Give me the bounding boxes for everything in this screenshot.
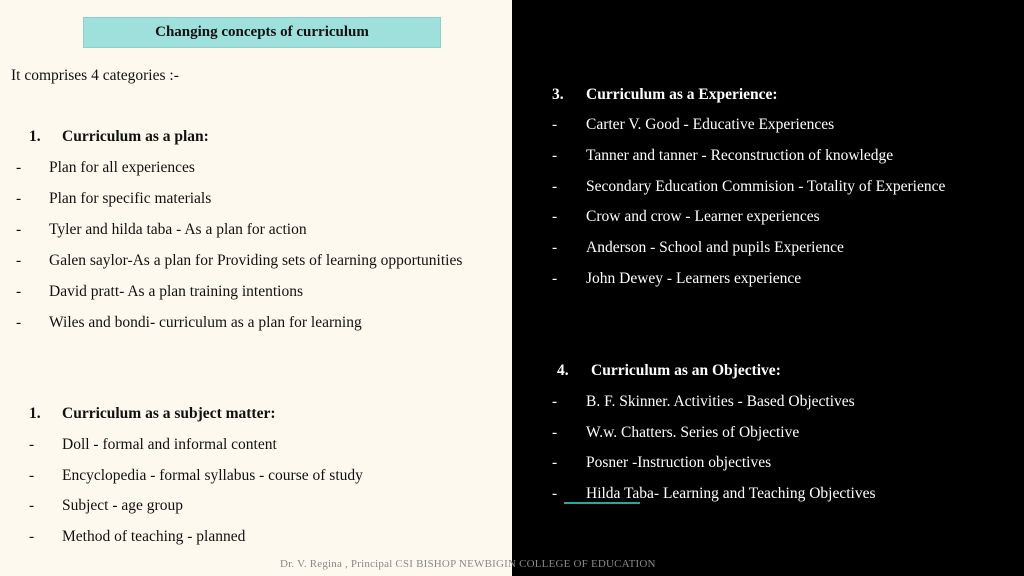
list-item-text: Anderson - School and pupils Experience: [586, 239, 844, 256]
list-item-text: Wiles and bondi- curriculum as a plan for learning: [49, 314, 362, 331]
list-item-text: W.w. Chatters. Series of Objective: [586, 424, 800, 441]
section-number: 4.: [557, 362, 569, 379]
bullet-dash: -: [552, 270, 558, 287]
bullet-dash: -: [552, 178, 558, 195]
section-number: 1.: [29, 128, 41, 145]
right-panel: [512, 0, 1024, 576]
footer-credit: Dr. V. Regina , Principal CSI BISHOP NEWBIGIN COLLEGE OF EDUCATION: [280, 558, 656, 570]
bullet-dash: -: [16, 221, 22, 238]
bullet-dash: -: [16, 283, 22, 300]
bullet-dash: -: [552, 239, 558, 256]
highlight-underline: [564, 502, 640, 504]
section-title: Curriculum as a subject matter:: [62, 405, 276, 422]
list-item-text: David pratt- As a plan training intentions: [49, 283, 303, 300]
list-item-text: Method of teaching - planned: [62, 528, 246, 545]
list-item-text: John Dewey - Learners experience: [586, 270, 802, 287]
list-item-text: Galen saylor-As a plan for Providing sets of learning opportunities: [49, 252, 463, 269]
bullet-dash: -: [29, 528, 35, 545]
list-item-text: Crow and crow - Learner experiences: [586, 208, 820, 225]
list-item-text: Hilda Taba- Learning and Teaching Objectives: [586, 485, 876, 502]
bullet-dash: -: [16, 314, 22, 331]
list-item-text: Secondary Education Commision - Totality of Experience: [586, 178, 946, 195]
list-item-text: Plan for all experiences: [49, 159, 195, 176]
list-item-text: Tyler and hilda taba - As a plan for action: [49, 221, 307, 238]
bullet-dash: -: [552, 393, 558, 410]
list-item-text: Encyclopedia - formal syllabus - course of study: [62, 467, 363, 484]
bullet-dash: -: [552, 485, 558, 502]
section-number: 3.: [552, 86, 564, 103]
section-title: Curriculum as a Experience:: [586, 86, 778, 103]
bullet-dash: -: [552, 424, 558, 441]
list-item-text: Tanner and tanner - Reconstruction of knowledge: [586, 147, 894, 164]
list-item-text: B. F. Skinner. Activities - Based Objectives: [586, 393, 855, 410]
list-item-text: Posner -Instruction objectives: [586, 454, 772, 471]
bullet-dash: -: [552, 147, 558, 164]
bullet-dash: -: [29, 497, 35, 514]
section-title: Curriculum as an Objective:: [591, 362, 781, 379]
bullet-dash: -: [16, 190, 22, 207]
intro-text: It comprises 4 categories :-: [11, 67, 179, 84]
bullet-dash: -: [552, 116, 558, 133]
bullet-dash: -: [16, 252, 22, 269]
bullet-dash: -: [552, 454, 558, 471]
list-item-text: Subject - age group: [62, 497, 183, 514]
section-number: 1.: [29, 405, 41, 422]
bullet-dash: -: [29, 436, 35, 453]
list-item-text: Doll - formal and informal content: [62, 436, 277, 453]
bullet-dash: -: [552, 208, 558, 225]
section-title: Curriculum as a plan:: [62, 128, 209, 145]
bullet-dash: -: [29, 467, 35, 484]
list-item-text: Carter V. Good - Educative Experiences: [586, 116, 835, 133]
page-title: Changing concepts of curriculum: [83, 17, 441, 48]
bullet-dash: -: [16, 159, 22, 176]
list-item-text: Plan for specific materials: [49, 190, 212, 207]
